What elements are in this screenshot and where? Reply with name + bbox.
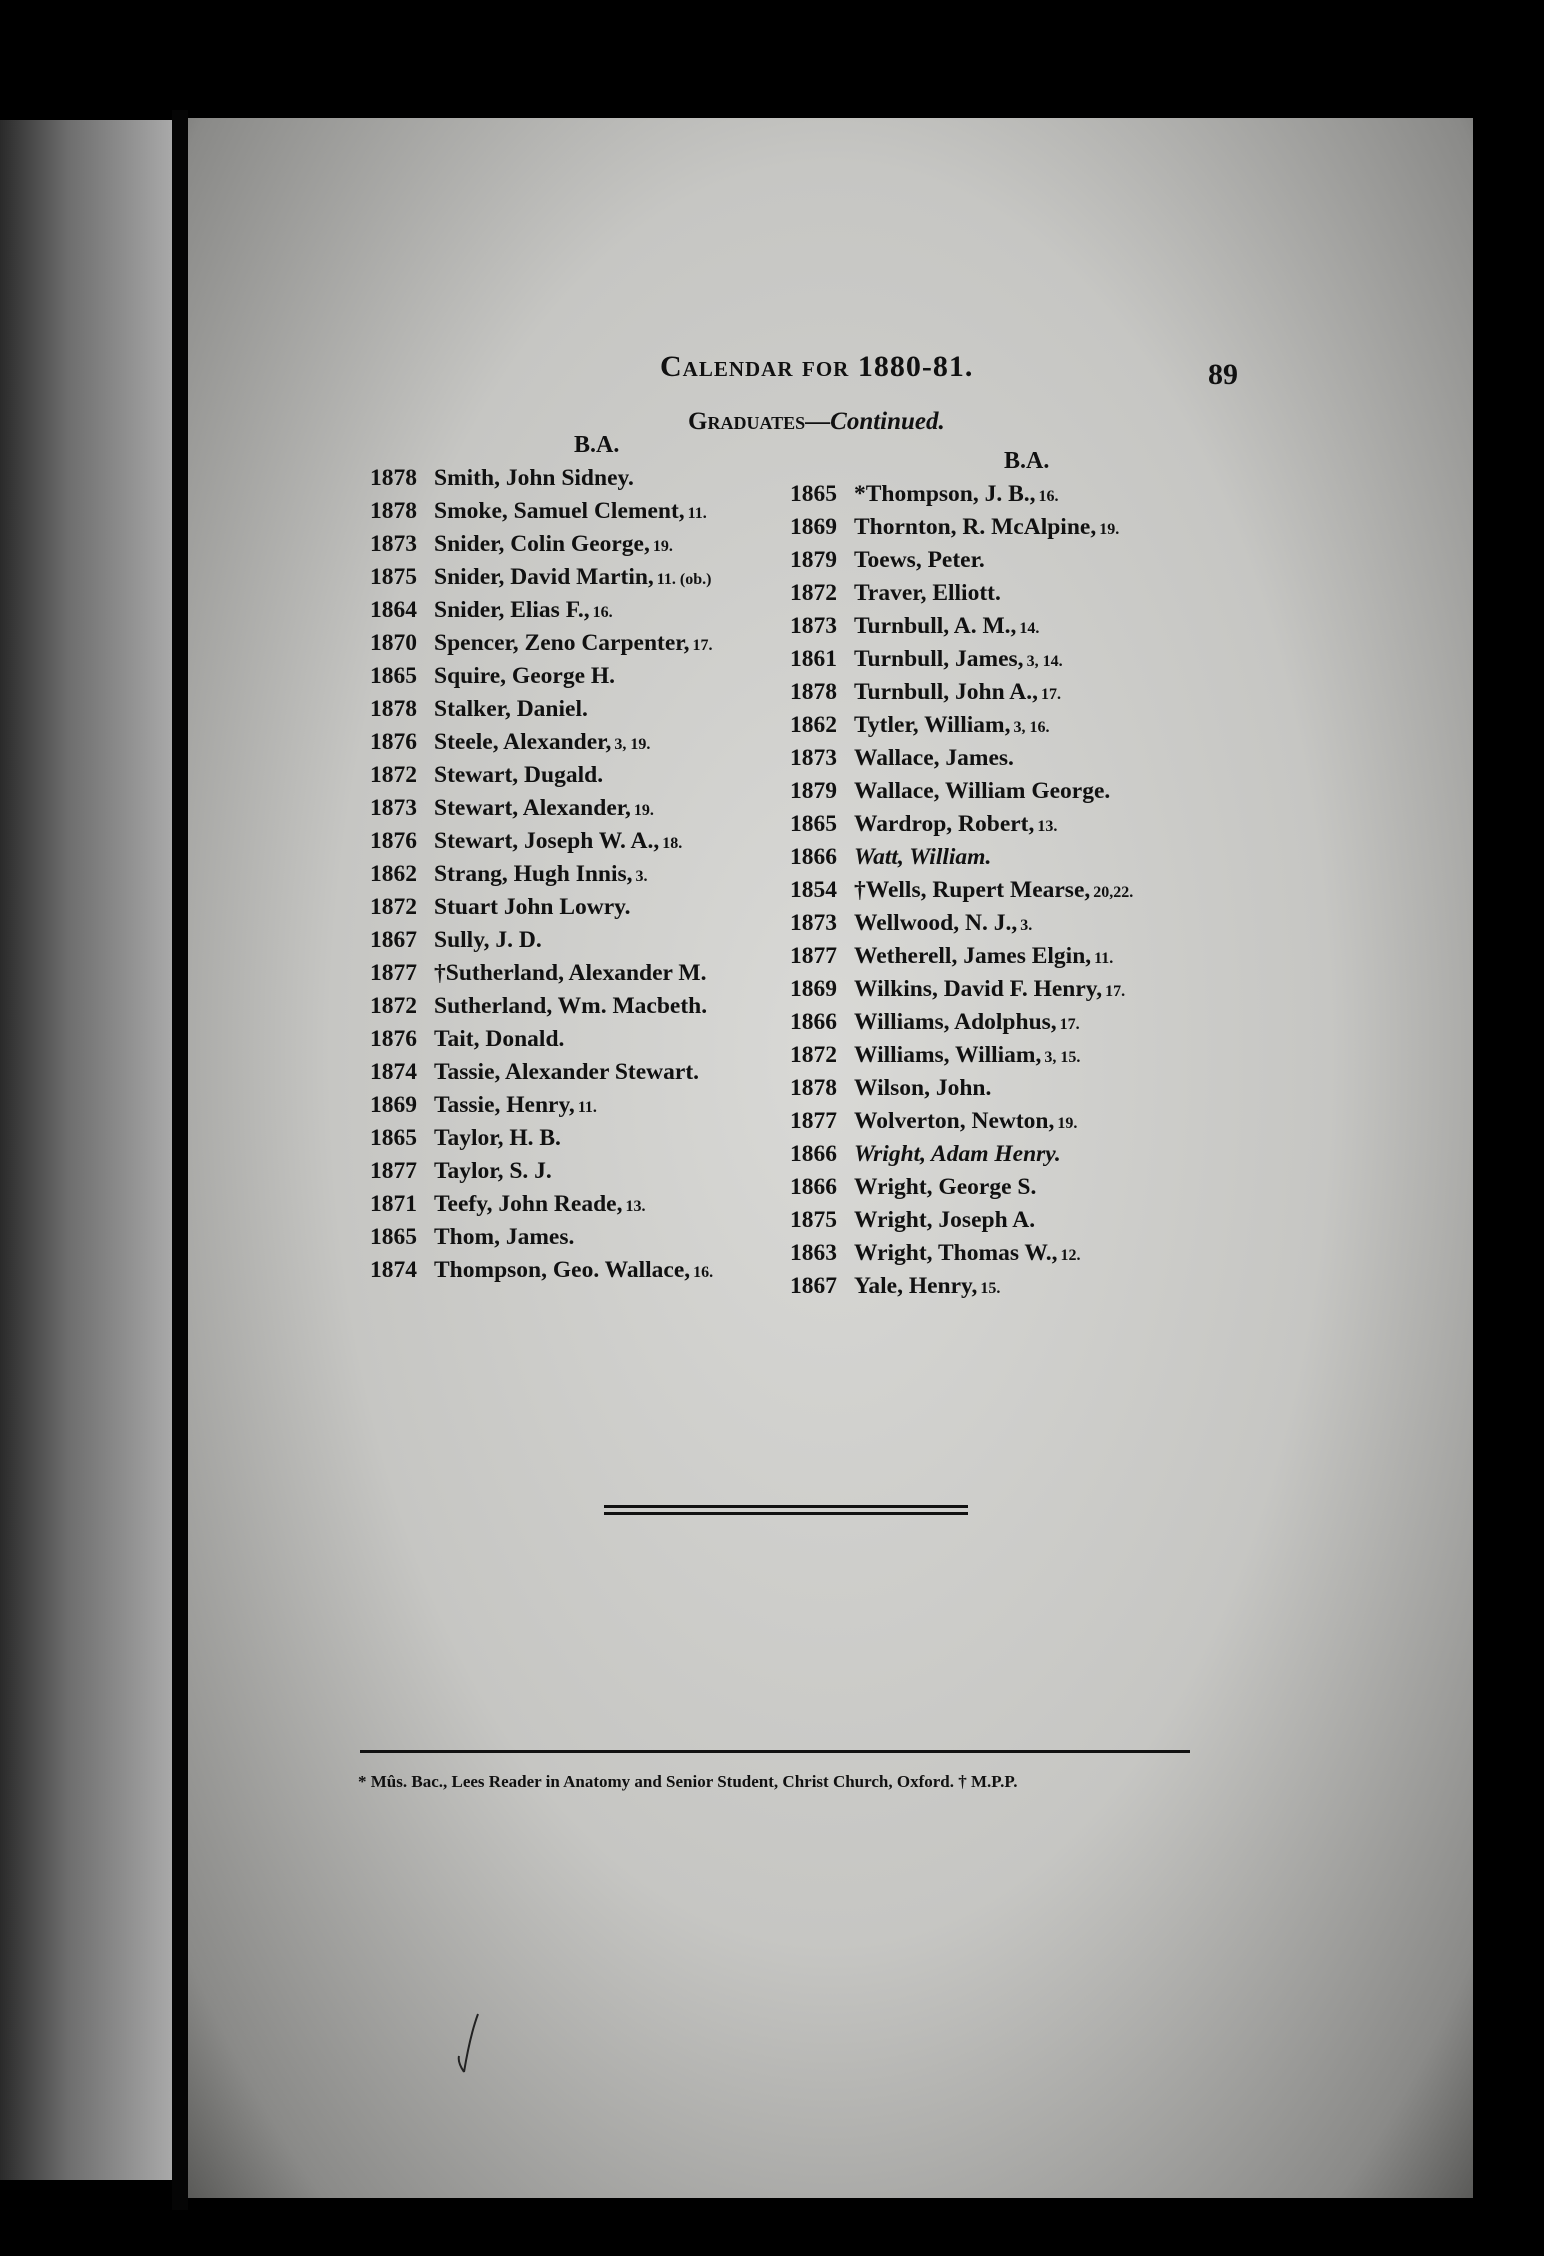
graduate-name: Wellwood, N. J., [854, 910, 1018, 936]
graduate-entry [370, 1122, 790, 1155]
graduation-year: 1862 [370, 861, 417, 887]
graduation-year: 1879 [790, 547, 837, 573]
graduation-year: 1878 [790, 679, 837, 705]
graduation-year: 1865 [370, 663, 417, 689]
reference-note: 17. [1040, 686, 1061, 703]
graduate-entry [370, 1056, 790, 1089]
graduate-name: Wallace, William George. [854, 778, 1111, 804]
graduate-entry [790, 610, 1220, 643]
reference-note: 11. (ob.) [656, 571, 712, 588]
graduate-entry [370, 759, 790, 792]
graduate-name: Tassie, Alexander Stewart. [434, 1059, 700, 1085]
graduation-year: 1876 [370, 828, 417, 854]
graduation-year: 1867 [790, 1273, 837, 1299]
graduate-name: Thom, James. [434, 1224, 575, 1250]
graduate-entry [790, 544, 1220, 577]
reference-note: 14. [1019, 620, 1040, 637]
graduate-name: Stuart John Lowry. [434, 894, 631, 920]
graduate-entry [790, 1006, 1220, 1039]
graduation-year: 1876 [370, 1026, 417, 1052]
graduate-name: Spencer, Zeno Carpenter, [434, 630, 690, 656]
graduate-entry [370, 561, 790, 594]
graduation-year: 1864 [370, 597, 417, 623]
graduation-year: 1878 [790, 1075, 837, 1101]
graduate-entry [790, 973, 1220, 1006]
graduation-year: 1873 [790, 910, 837, 936]
graduate-entry [790, 1270, 1220, 1303]
graduate-name: Williams, William, [854, 1042, 1042, 1068]
graduate-entry [370, 528, 790, 561]
reference-note: 17. [692, 637, 713, 654]
footnote: * Mûs. Bac., Lees Reader in Anatomy and Senior Student, Christ Church, Oxford. † M.P.P. [358, 1772, 1018, 1791]
graduate-name: Taylor, S. J. [434, 1158, 552, 1184]
graduation-year: 1876 [370, 729, 417, 755]
graduate-name: Stewart, Alexander, [434, 795, 631, 821]
graduate-entry [370, 1023, 790, 1056]
graduate-name: Squire, George H. [434, 663, 616, 689]
graduate-entry [790, 676, 1220, 709]
graduation-year: 1873 [370, 795, 417, 821]
reference-note: 11. [1094, 950, 1114, 967]
graduation-year: 1872 [370, 993, 417, 1019]
graduation-year: 1873 [370, 531, 417, 557]
graduation-year: 1875 [790, 1207, 837, 1233]
graduate-name: Turnbull, John A., [854, 679, 1038, 705]
graduation-year: 1869 [790, 514, 837, 540]
graduation-year: 1862 [790, 712, 837, 738]
section-title [688, 408, 945, 436]
graduation-year: 1877 [370, 960, 417, 986]
facing-page-edge [0, 120, 172, 2180]
reference-note: 12. [1060, 1247, 1081, 1264]
graduation-year: 1878 [370, 465, 417, 491]
graduate-entry [370, 1221, 790, 1254]
graduate-name: Thompson, Geo. Wallace, [434, 1257, 691, 1283]
graduation-year: 1873 [790, 613, 837, 639]
reference-note: 20,22. [1093, 884, 1134, 901]
graduate-name: Wright, Thomas W., [854, 1240, 1058, 1266]
graduation-year: 1870 [370, 630, 417, 656]
graduate-name: Yale, Henry, [854, 1273, 978, 1299]
graduate-name: Toews, Peter. [854, 547, 985, 573]
reference-note: 17. [1105, 983, 1126, 1000]
graduate-name: Stalker, Daniel. [434, 696, 588, 722]
graduation-year: 1875 [370, 564, 417, 590]
graduation-year: 1877 [790, 1108, 837, 1134]
graduate-entry [370, 957, 790, 990]
graduate-entry [790, 577, 1220, 610]
left-column-heading: B.A. [574, 432, 620, 458]
graduate-entry [370, 924, 790, 957]
footnote-rule [360, 1750, 1190, 1753]
graduate-entry [790, 841, 1220, 874]
graduate-name: Teefy, John Reade, [434, 1191, 623, 1217]
graduate-name: Stewart, Joseph W. A., [434, 828, 660, 854]
graduate-entry [370, 495, 790, 528]
reference-note: 3, 14. [1026, 653, 1063, 670]
graduate-name: Snider, Elias F., [434, 597, 590, 623]
graduate-entry [790, 1171, 1220, 1204]
graduate-name: Sully, J. D. [434, 927, 542, 953]
graduate-name: Tytler, William, [854, 712, 1011, 738]
graduate-entry [370, 693, 790, 726]
graduation-year: 1879 [790, 778, 837, 804]
graduation-year: 1861 [790, 646, 837, 672]
reference-note: 16. [1038, 488, 1059, 505]
graduation-year: 1878 [370, 498, 417, 524]
graduate-name: Wright, Joseph A. [854, 1207, 1036, 1233]
graduate-name: †Sutherland, Alexander M. [434, 960, 707, 986]
graduate-entry [370, 726, 790, 759]
graduate-entry [790, 511, 1220, 544]
book-gutter [172, 110, 188, 2210]
graduate-entry [370, 627, 790, 660]
graduate-entry [790, 643, 1220, 676]
reference-note: 18. [662, 835, 683, 852]
graduate-entry [790, 874, 1220, 907]
reference-note: 3, 15. [1044, 1049, 1081, 1066]
graduate-name: Watt, William. [854, 844, 992, 870]
graduate-name: Tassie, Henry, [434, 1092, 575, 1118]
reference-note: 13. [1037, 818, 1058, 835]
graduation-year: 1865 [370, 1224, 417, 1250]
graduate-entry [370, 1188, 790, 1221]
graduate-entry [790, 742, 1220, 775]
reference-note: 3, 19. [614, 736, 651, 753]
graduate-entry [370, 858, 790, 891]
graduate-name: Wolverton, Newton, [854, 1108, 1055, 1134]
graduate-name: Traver, Elliott. [854, 580, 1001, 606]
graduation-year: 1874 [370, 1059, 417, 1085]
graduate-entry [370, 792, 790, 825]
graduation-year: 1878 [370, 696, 417, 722]
graduate-entry [790, 907, 1220, 940]
graduate-entry [790, 1039, 1220, 1072]
reference-note: 16. [592, 604, 613, 621]
graduate-entry [370, 891, 790, 924]
graduate-name: Strang, Hugh Innis, [434, 861, 633, 887]
graduate-entry [370, 990, 790, 1023]
graduate-name: Steele, Alexander, [434, 729, 612, 755]
graduate-entry [790, 1138, 1220, 1171]
graduate-entry [370, 825, 790, 858]
graduation-year: 1877 [790, 943, 837, 969]
graduate-name: Thornton, R. McAlpine, [854, 514, 1097, 540]
reference-note: 19. [633, 802, 654, 819]
graduate-entry [790, 1237, 1220, 1270]
reference-note: 17. [1059, 1016, 1080, 1033]
graduation-year: 1865 [370, 1125, 417, 1151]
reference-note: 19. [1057, 1115, 1078, 1132]
reference-note: 11. [577, 1099, 597, 1116]
graduate-name: Wilson, John. [854, 1075, 992, 1101]
right-column-heading: B.A. [1004, 448, 1050, 474]
graduation-year: 1872 [370, 762, 417, 788]
graduation-year: 1869 [790, 976, 837, 1002]
graduation-year: 1869 [370, 1092, 417, 1118]
graduate-name: Wright, Adam Henry. [854, 1141, 1061, 1167]
graduate-entry [790, 775, 1220, 808]
graduation-year: 1866 [790, 1141, 837, 1167]
reference-note: 3. [635, 868, 648, 885]
section-title-continued: Continued. [830, 408, 945, 435]
graduation-year: 1865 [790, 811, 837, 837]
graduate-name: Wetherell, James Elgin, [854, 943, 1092, 969]
section-end-double-rule [604, 1505, 968, 1515]
left-graduate-list [370, 462, 790, 1287]
graduate-name: *Thompson, J. B., [854, 481, 1036, 507]
graduate-name: Snider, David Martin, [434, 564, 654, 590]
graduate-name: Turnbull, James, [854, 646, 1024, 672]
graduation-year: 1863 [790, 1240, 837, 1266]
graduate-entry [790, 1072, 1220, 1105]
graduation-year: 1873 [790, 745, 837, 771]
graduate-name: Stewart, Dugald. [434, 762, 604, 788]
graduate-name: Smoke, Samuel Clement, [434, 498, 685, 524]
graduate-name: Wright, George S. [854, 1174, 1037, 1200]
reference-note: 13. [625, 1198, 646, 1215]
reference-note: 11. [687, 505, 707, 522]
graduate-entry [370, 462, 790, 495]
graduate-name: Smith, John Sidney. [434, 465, 634, 491]
graduate-name: Taylor, H. B. [434, 1125, 561, 1151]
graduate-entry [370, 594, 790, 627]
graduate-entry [790, 709, 1220, 742]
graduate-name: †Wells, Rupert Mearse, [854, 877, 1091, 903]
section-title-main: Graduates— [688, 408, 831, 435]
graduation-year: 1874 [370, 1257, 417, 1283]
graduation-year: 1871 [370, 1191, 417, 1217]
reference-note: 16. [693, 1264, 714, 1281]
reference-note: 3, 16. [1013, 719, 1050, 736]
reference-note: 3. [1020, 917, 1033, 934]
graduate-entry [790, 478, 1220, 511]
graduation-year: 1877 [370, 1158, 417, 1184]
graduate-entry [370, 660, 790, 693]
page-number: 89 [1208, 358, 1238, 391]
graduation-year: 1866 [790, 1009, 837, 1035]
graduate-name: Turnbull, A. M., [854, 613, 1017, 639]
graduation-year: 1872 [790, 580, 837, 606]
graduate-entry [790, 1204, 1220, 1237]
graduation-year: 1872 [790, 1042, 837, 1068]
graduate-name: Wardrop, Robert, [854, 811, 1035, 837]
graduate-entry [790, 1105, 1220, 1138]
graduate-entry [370, 1089, 790, 1122]
graduation-year: 1854 [790, 877, 837, 903]
graduation-year: 1867 [370, 927, 417, 953]
reference-note: 19. [652, 538, 673, 555]
graduation-year: 1866 [790, 1174, 837, 1200]
graduation-year: 1872 [370, 894, 417, 920]
running-title: Calendar for 1880-81. [660, 350, 974, 383]
graduate-name: Wallace, James. [854, 745, 1014, 771]
graduate-name: Williams, Adolphus, [854, 1009, 1057, 1035]
graduate-entry [370, 1155, 790, 1188]
reference-note: 19. [1099, 521, 1120, 538]
graduate-name: Snider, Colin George, [434, 531, 650, 557]
graduate-entry [790, 940, 1220, 973]
graduate-name: Wilkins, David F. Henry, [854, 976, 1103, 1002]
pencil-mark-icon [450, 2010, 490, 2080]
right-graduate-list [790, 478, 1220, 1303]
graduation-year: 1865 [790, 481, 837, 507]
graduation-year: 1866 [790, 844, 837, 870]
graduate-name: Tait, Donald. [434, 1026, 565, 1052]
graduate-name: Sutherland, Wm. Macbeth. [434, 993, 708, 1019]
reference-note: 15. [980, 1280, 1001, 1297]
graduate-entry [790, 808, 1220, 841]
graduate-entry [370, 1254, 790, 1287]
